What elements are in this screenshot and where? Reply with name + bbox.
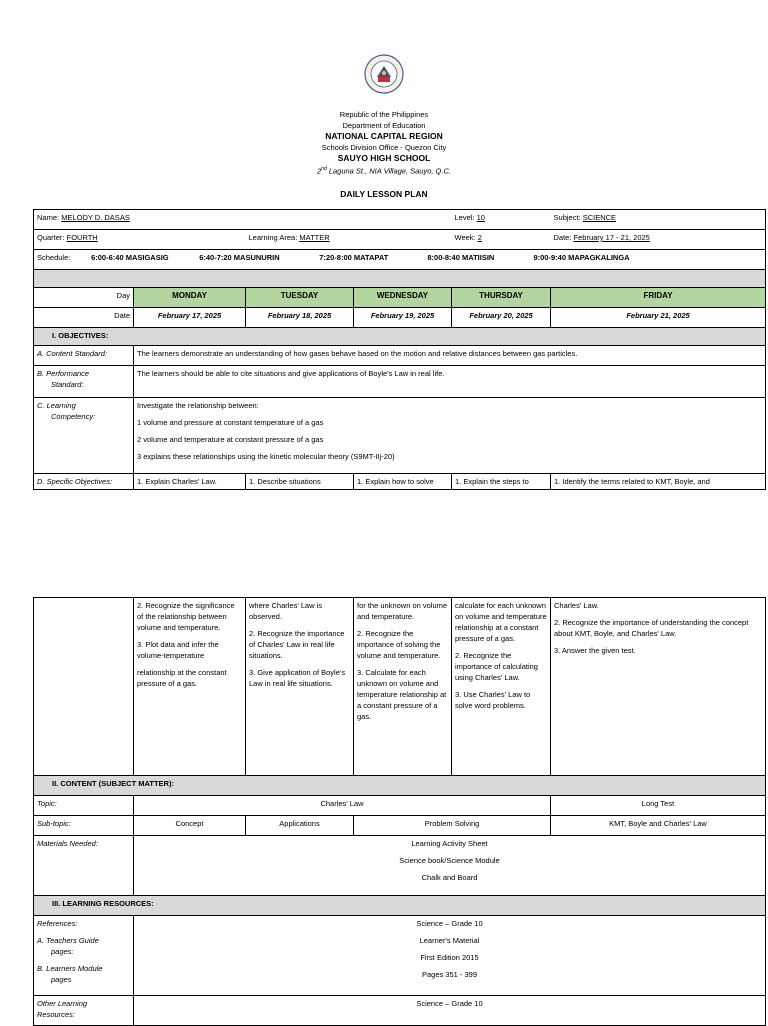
other-resources-label: Other Learning Resources: — [34, 996, 134, 1026]
references-list: Science – Grade 10 Learner's Material First Edition 2015 Pages 351 - 399 — [134, 916, 766, 996]
topic-text: Charles' Law — [134, 796, 551, 816]
performance-standard-text: The learners should be able to cite situations and give applications of Boyle's Law in real life. — [134, 366, 766, 398]
subtopic-cell: Concept — [134, 816, 246, 836]
content-standard-label: A. Content Standard: — [34, 346, 134, 366]
day-header: FRIDAY — [551, 288, 766, 308]
day-date: February 19, 2025 — [354, 308, 452, 328]
schedule-slot: 8:00-8:40 MATIISIN — [427, 253, 495, 262]
subtopic-cell: Problem Solving — [354, 816, 551, 836]
objective-cell: calculate for each unknown on volume and temperature relationship at a constant pressure of a gas. 2. Recognize the importance of calculating using Charles' Law. 3. Use Charles' Law to solve word problems. — [452, 598, 551, 776]
day-date: February 20, 2025 — [452, 308, 551, 328]
content-heading: II. CONTENT (SUBJECT MATTER): — [34, 776, 766, 796]
day-header: THURSDAY — [452, 288, 551, 308]
topic-label: Topic: — [34, 796, 134, 816]
week-field: Week: 2 — [452, 230, 551, 250]
subtopic-label: Sub-topic: — [34, 816, 134, 836]
subject-field: Subject: SCIENCE — [551, 210, 766, 230]
objective-cell: 1. Explain how to solve — [354, 474, 452, 490]
learning-competency-text: Investigate the relationship between: 1 volume and pressure at constant temperature of a gas 2 volume and temperature at constant pressure of a gas 3 explains these relationships using the kinetic molecular theory (S9MT-IIj-20) — [134, 398, 766, 474]
region-text: NATIONAL CAPITAL REGION — [325, 131, 443, 141]
day-label: Day — [34, 288, 134, 308]
objective-cell: 1. Describe situations — [246, 474, 354, 490]
content-standard-text: The learners demonstrate an understanding of how gases behave based on the motion and relative distances between gas particles. — [134, 346, 766, 366]
day-header: MONDAY — [134, 288, 246, 308]
performance-standard-label: B. Performance Standard: — [34, 366, 134, 398]
lesson-plan-table-page1 — [33, 209, 766, 490]
objective-cell: where Charles' Law is observed. 2. Recognize the importance of Charles' Law in real life situations. 3. Give application of Boyle's Law in real life situations. — [246, 598, 354, 776]
day-header: WEDNESDAY — [354, 288, 452, 308]
objectives-continued-label — [34, 598, 134, 776]
other-resources-text: Science – Grade 10 — [134, 996, 766, 1026]
learning-competency-label: C. Learning Competency: — [34, 398, 134, 474]
subtopic-cell: KMT, Boyle and Charles' Law — [551, 816, 766, 836]
day-date: February 17, 2025 — [134, 308, 246, 328]
subtopic-cell: Applications — [246, 816, 354, 836]
division-text: Schools Division Office - Quezon City — [321, 143, 447, 152]
objective-cell: 1. Identify the terms related to KMT, Boyle, and — [551, 474, 766, 490]
name-field: Name: MELODY D. DASAS — [34, 210, 452, 230]
spacer-row — [34, 270, 766, 288]
schedule-slot: 9:00-9:40 MAPAGKALINGA — [533, 253, 630, 262]
objectives-heading: I. OBJECTIVES: — [34, 328, 766, 346]
area-field: Learning Area: MATTER — [246, 230, 452, 250]
republic-text: Republic of the Philippines — [339, 110, 429, 119]
objective-cell: for the unknown on volume and temperature. 2. Recognize the importance of solving the volume and temperature. 3. Calculate for each unknown on volume and temperature relationship at a constant pressure of a gas. — [354, 598, 452, 776]
date-label: Date — [34, 308, 134, 328]
objective-cell: Charles' Law. 2. Recognize the importance of understanding the concept about KMT, Boyle, and Charles' Law. 3. Answer the given test. — [551, 598, 766, 776]
department-text: Department of Education — [342, 121, 426, 130]
lesson-plan-table-page2 — [33, 597, 766, 1026]
schedule-slot: 6:00-6:40 MASIGASIG — [91, 253, 169, 262]
resources-heading: III. LEARNING RESOURCES: — [34, 896, 766, 916]
schedule-slot: 6:40-7:20 MASUNURIN — [199, 253, 280, 262]
schedule-slot: 7:20-8:00 MATAPAT — [319, 253, 389, 262]
objective-cell: 1. Explain the steps to — [452, 474, 551, 490]
deped-seal-logo — [364, 54, 404, 94]
day-date: February 21, 2025 — [551, 308, 766, 328]
school-address: 2nd Laguna St., NIA Village, Sauyo, Q.C. — [317, 166, 451, 176]
level-field: Level: 10 — [452, 210, 551, 230]
specific-objectives-label: D. Specific Objectives: — [34, 474, 134, 490]
date-field: Date: February 17 - 21, 2025 — [551, 230, 766, 250]
objective-cell: 1. Explain Charles' Law. — [134, 474, 246, 490]
references-label: References: A. Teachers Guide pages: B. Learners Module pages — [34, 916, 134, 996]
topic-friday: Long Test — [551, 796, 766, 816]
day-date: February 18, 2025 — [246, 308, 354, 328]
day-header: TUESDAY — [246, 288, 354, 308]
objective-cell: 2. Recognize the significance of the relationship between volume and temperature. 3. Plot data and infer the volume-temperature relationship at the constant pressure of a gas. — [134, 598, 246, 776]
quarter-field: Quarter: FOURTH — [34, 230, 246, 250]
materials-list: Learning Activity Sheet Science book/Science Module Chalk and Board — [134, 836, 766, 896]
school-name: SAUYO HIGH SCHOOL — [337, 153, 431, 163]
schedule-row: Schedule: 6:00-6:40 MASIGASIG 6:40-7:20 MASUNURIN 7:20-8:00 MATAPAT 8:00-8:40 MATIISIN 9:00-9:40 MAPAGKALINGA — [34, 250, 766, 270]
document-title: DAILY LESSON PLAN — [340, 188, 428, 199]
materials-label: Materials Needed: — [34, 836, 134, 896]
letterhead — [0, 109, 768, 200]
